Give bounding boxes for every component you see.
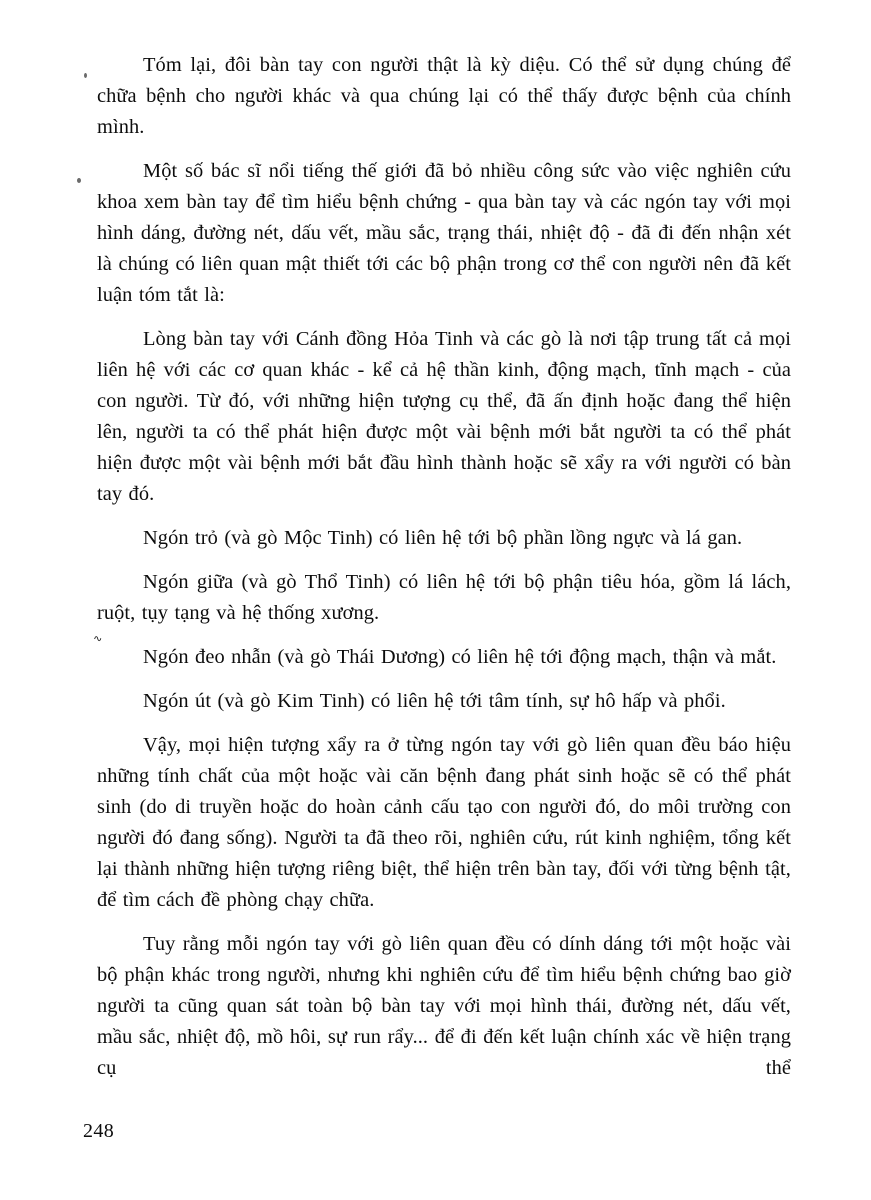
body-text-column bbox=[97, 50, 791, 1084]
body-paragraph: Tuy rằng mỗi ngón tay với gò liên quan đều có dính dáng tới một hoặc vài bộ phận khác trong người, nhưng khi nghiên cứu để tìm hiểu bệnh chứng bao giờ người ta cũng quan sát toàn bộ bàn tay với mọi hình thái, đường nét, dấu vết, mầu sắc, nhiệt độ, mồ hôi, sự run rẩy... để đi đến kết luận chính xác về hiện trạng cụ thể bbox=[97, 933, 791, 1079]
body-paragraph: Ngón giữa (và gò Thổ Tinh) có liên hệ tới bộ phận tiêu hóa, gồm lá lách, ruột, tụy tạng và hệ thống xương. bbox=[97, 571, 791, 624]
page-number: 248 bbox=[83, 1120, 115, 1142]
body-paragraph: Ngón trỏ (và gò Mộc Tinh) có liên hệ tới bộ phần lồng ngực và lá gan. bbox=[143, 527, 743, 549]
margin-stray-mark: ∿ bbox=[93, 634, 102, 644]
scan-speck-artifact bbox=[84, 73, 87, 78]
body-paragraph: Một số bác sĩ nổi tiếng thế giới đã bỏ nhiều công sức vào việc nghiên cứu khoa xem bàn tay để tìm hiểu bệnh chứng - qua bàn tay và các ngón tay với mọi hình dáng, đường nét, dấu vết, mầu sắc, trạng thái, nhiệt độ - đã đi đến nhận xét là chúng có liên quan mật thiết tới các bộ phận trong cơ thể con người nên đã kết luận tóm tắt là: bbox=[97, 160, 791, 306]
body-paragraph: Vậy, mọi hiện tượng xẩy ra ở từng ngón tay với gò liên quan đều báo hiệu những tính chất của một hoặc vài căn bệnh đang phát sinh hoặc sẽ có thể phát sinh (do di truyền hoặc do hoàn cảnh cấu tạo con người đó, do môi trường con người đó đang sống). Người ta đã theo rõi, nghiên cứu, rút kinh nghiệm, tổng kết lại thành những hiện tượng riêng biệt, thể hiện trên bàn tay, đối với từng bệnh tật, để tìm cách đề phòng chạy chữa. bbox=[97, 734, 791, 911]
body-paragraph: Lòng bàn tay với Cánh đồng Hỏa Tinh và các gò là nơi tập trung tất cả mọi liên hệ với các cơ quan khác - kể cả hệ thần kinh, động mạch, tĩnh mạch - của con người. Từ đó, với những hiện tượng cụ thể, đã ấn định hoặc đang thể hiện lên, người ta có thể phát hiện được một vài bệnh mới bắt người ta có thể phát hiện được một vài bệnh mới bắt đầu hình thành hoặc sẽ xẩy ra với người có bàn tay đó. bbox=[97, 328, 791, 505]
scan-speck-artifact bbox=[77, 178, 81, 183]
body-paragraph: Tóm lại, đôi bàn tay con người thật là kỳ diệu. Có thể sử dụng chúng để chữa bệnh cho người khác và qua chúng lại có thể thấy được bệnh của chính mình. bbox=[97, 54, 791, 138]
body-paragraph: Ngón út (và gò Kim Tinh) có liên hệ tới tâm tính, sự hô hấp và phổi. bbox=[143, 690, 726, 712]
body-paragraph: Ngón đeo nhẫn (và gò Thái Dương) có liên hệ tới động mạch, thận và mắt. bbox=[143, 646, 777, 668]
